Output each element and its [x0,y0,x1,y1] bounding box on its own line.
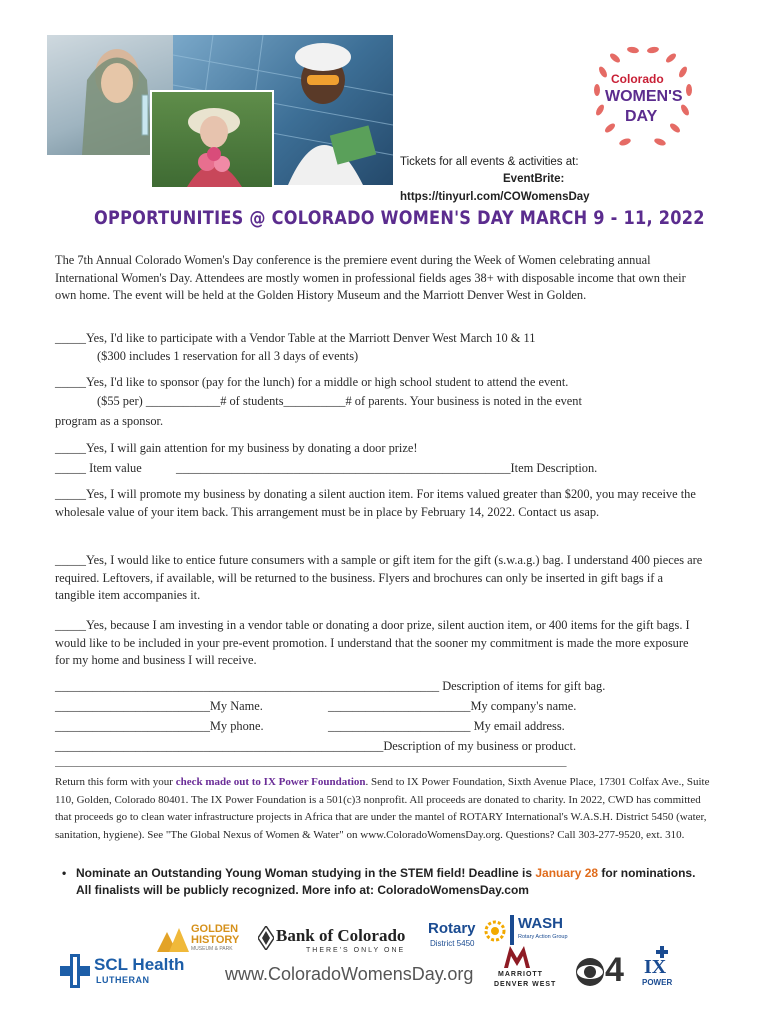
return-info-rest: . Send to IX Power Foundation, Sixth Avenue Place, 17301 Colfax Ave., Suite 110, Golden, Colorado 80401. The IX Power Foundation is a 501(c)3 nonprofit. All proceeds are donated to charity. In 2022, CWD has committed that proceeds go to clean water infrastructure projects in Africa that are under the mantel of ROTARY International's W.A.S.H. District 5450 (water, sanitation, hygiene). See "The Global Nexus of Women & Water" on www.ColoradoWomensDay.org. Questions? Call 303-277-9520, ext. 310. [55,776,710,841]
cbs4-logo [575,951,635,991]
photo-gardener [150,90,274,189]
rotary-name: Rotary [428,920,476,937]
golden-history-line2: HISTORY [191,934,240,946]
bank-of-colorado-name: Bank of Colorado [276,926,406,945]
marriott-name: MARRIOTT [498,971,543,978]
return-info [55,774,715,844]
swag-option: _____Yes, I would like to entice future consumers with a sample or gift item for the gift (s.w.a.g.) bag. I understand 400 pieces are required. Leftovers, if available, will be returned to the business. Flyers and brochures can only be inserted in gift bags if a tangible item accompanies it. [55,553,703,602]
nominate-text-2: for nominations. All finalists will be publicly recognized. More info at: ColoradoWomensDay.com [76,866,696,897]
rotary-district: District 5450 [430,939,475,948]
auction-option: _____Yes, I will promote my business by donating a silent auction item. For items valued greater than $200, you may receive the wholesale value of your item back. This arrangement must be in place by February 14, 2022. Contact us asap. [55,487,696,519]
ix-power-name: POWER [642,978,673,987]
marriott-logo [492,944,567,992]
cwd-logo-line1: Colorado [611,72,664,86]
door-prize-option-line1: _____Yes, I will gain attention for my business by donating a door prize! [55,441,418,455]
rotary-wheel-icon [484,920,506,942]
tickets-line: Tickets for all events & activities at: [400,156,579,168]
intro-paragraph: The 7th Annual Colorado Women's Day conference is the premiere event during the Week of Women celebrating annual International Women's Day. Attendees are mostly women in professional fields ages 38+ with disposable income that own their own home. The event will be held at the Golden History Museum and the Marriott Denver West in Golden. [55,253,686,302]
scl-health-logo [60,952,195,992]
marriott-m-icon [502,944,532,968]
sponsor-option-line3: program as a sponsor. [55,414,164,428]
divider-line: _____________________________________________________________________________________________ [55,756,567,768]
nominate-bullet [62,865,702,899]
phone-field: _________________________My phone. [55,719,264,733]
sponsor-option-line2: ($55 per) ____________# of students__________# of parents. Your business is noted in the event [97,394,582,408]
bank-of-colorado-logo [258,922,413,958]
eventbrite-label: EventBrite: [503,173,565,185]
scl-cross-icon [60,954,90,988]
bullet-icon: • [62,866,67,880]
cwd-logo-line3: DAY [625,108,658,125]
golden-history-line3: MUSEUM & PARK [191,946,233,952]
page-title: OPPORTUNITIES @ COLORADO WOMEN'S DAY MARCH 9 - 11, 2022 [94,207,705,229]
scl-health-name: SCL Health [94,955,185,974]
business-description-field: _____________________________________________________Description of my business or product. [55,739,577,753]
door-prize-item-value: _____ Item value [55,461,142,475]
cbs-channel-number: 4 [605,951,624,989]
gift-description-field: ______________________________________________________________ Description of items for gift bag. [55,679,606,693]
marriott-location: DENVER WEST [494,981,557,988]
sponsor-option-line1: _____Yes, I'd like to sponsor (pay for the lunch) for a middle or high school student to attend the event. [55,375,569,389]
nominate-text-1: Nominate an Outstanding Young Woman studying in the STEM field! Deadline is [76,866,536,880]
nominate-deadline: January 28 [535,866,599,880]
vendor-option-line2: ($300 includes 1 reservation for all 3 days of events) [97,349,359,363]
name-field: _________________________My Name. [55,699,263,713]
website-footer[interactable]: www.ColoradoWomensDay.org [225,964,474,984]
bank-of-colorado-tagline: THERE'S ONLY ONE [306,947,406,954]
door-prize-item-description: ______________________________________________________Item Description. [176,461,598,475]
golden-history-logo [155,922,250,956]
return-info-prefix: Return this form with your [55,776,176,788]
investing-option: _____Yes, because I am investing in a vendor table or donating a door prize, silent auction item, or 400 items for the gift bags. I would like to be included in your pre-event promotion. I understand that the sooner my commitment is made the more exposure for my home and business I will receive. [55,618,690,667]
eventbrite-url[interactable]: https://tinyurl.com/COWomensDay [400,191,590,203]
ix-power-logo [638,946,688,992]
golden-history-line1: GOLDEN [191,923,239,935]
vendor-option-line1: _____Yes, I'd like to participate with a Vendor Table at the Marriott Denver West March 10 & 11 [55,331,536,345]
cwd-logo-line2: WOMEN'S [605,88,683,105]
cwd-logo [585,40,700,160]
ix-power-ix: IX [644,956,667,978]
wash-subtitle: Rotary Action Group [518,934,568,940]
check-payee: check made out to IX Power Foundation [175,776,366,788]
wash-name: WASH [518,915,563,932]
scl-health-subtitle: LUTHERAN [96,975,150,985]
cbs-eye-icon [575,957,605,987]
company-field: _______________________My company's name. [328,699,577,713]
email-field: _______________________ My email address. [328,719,565,733]
